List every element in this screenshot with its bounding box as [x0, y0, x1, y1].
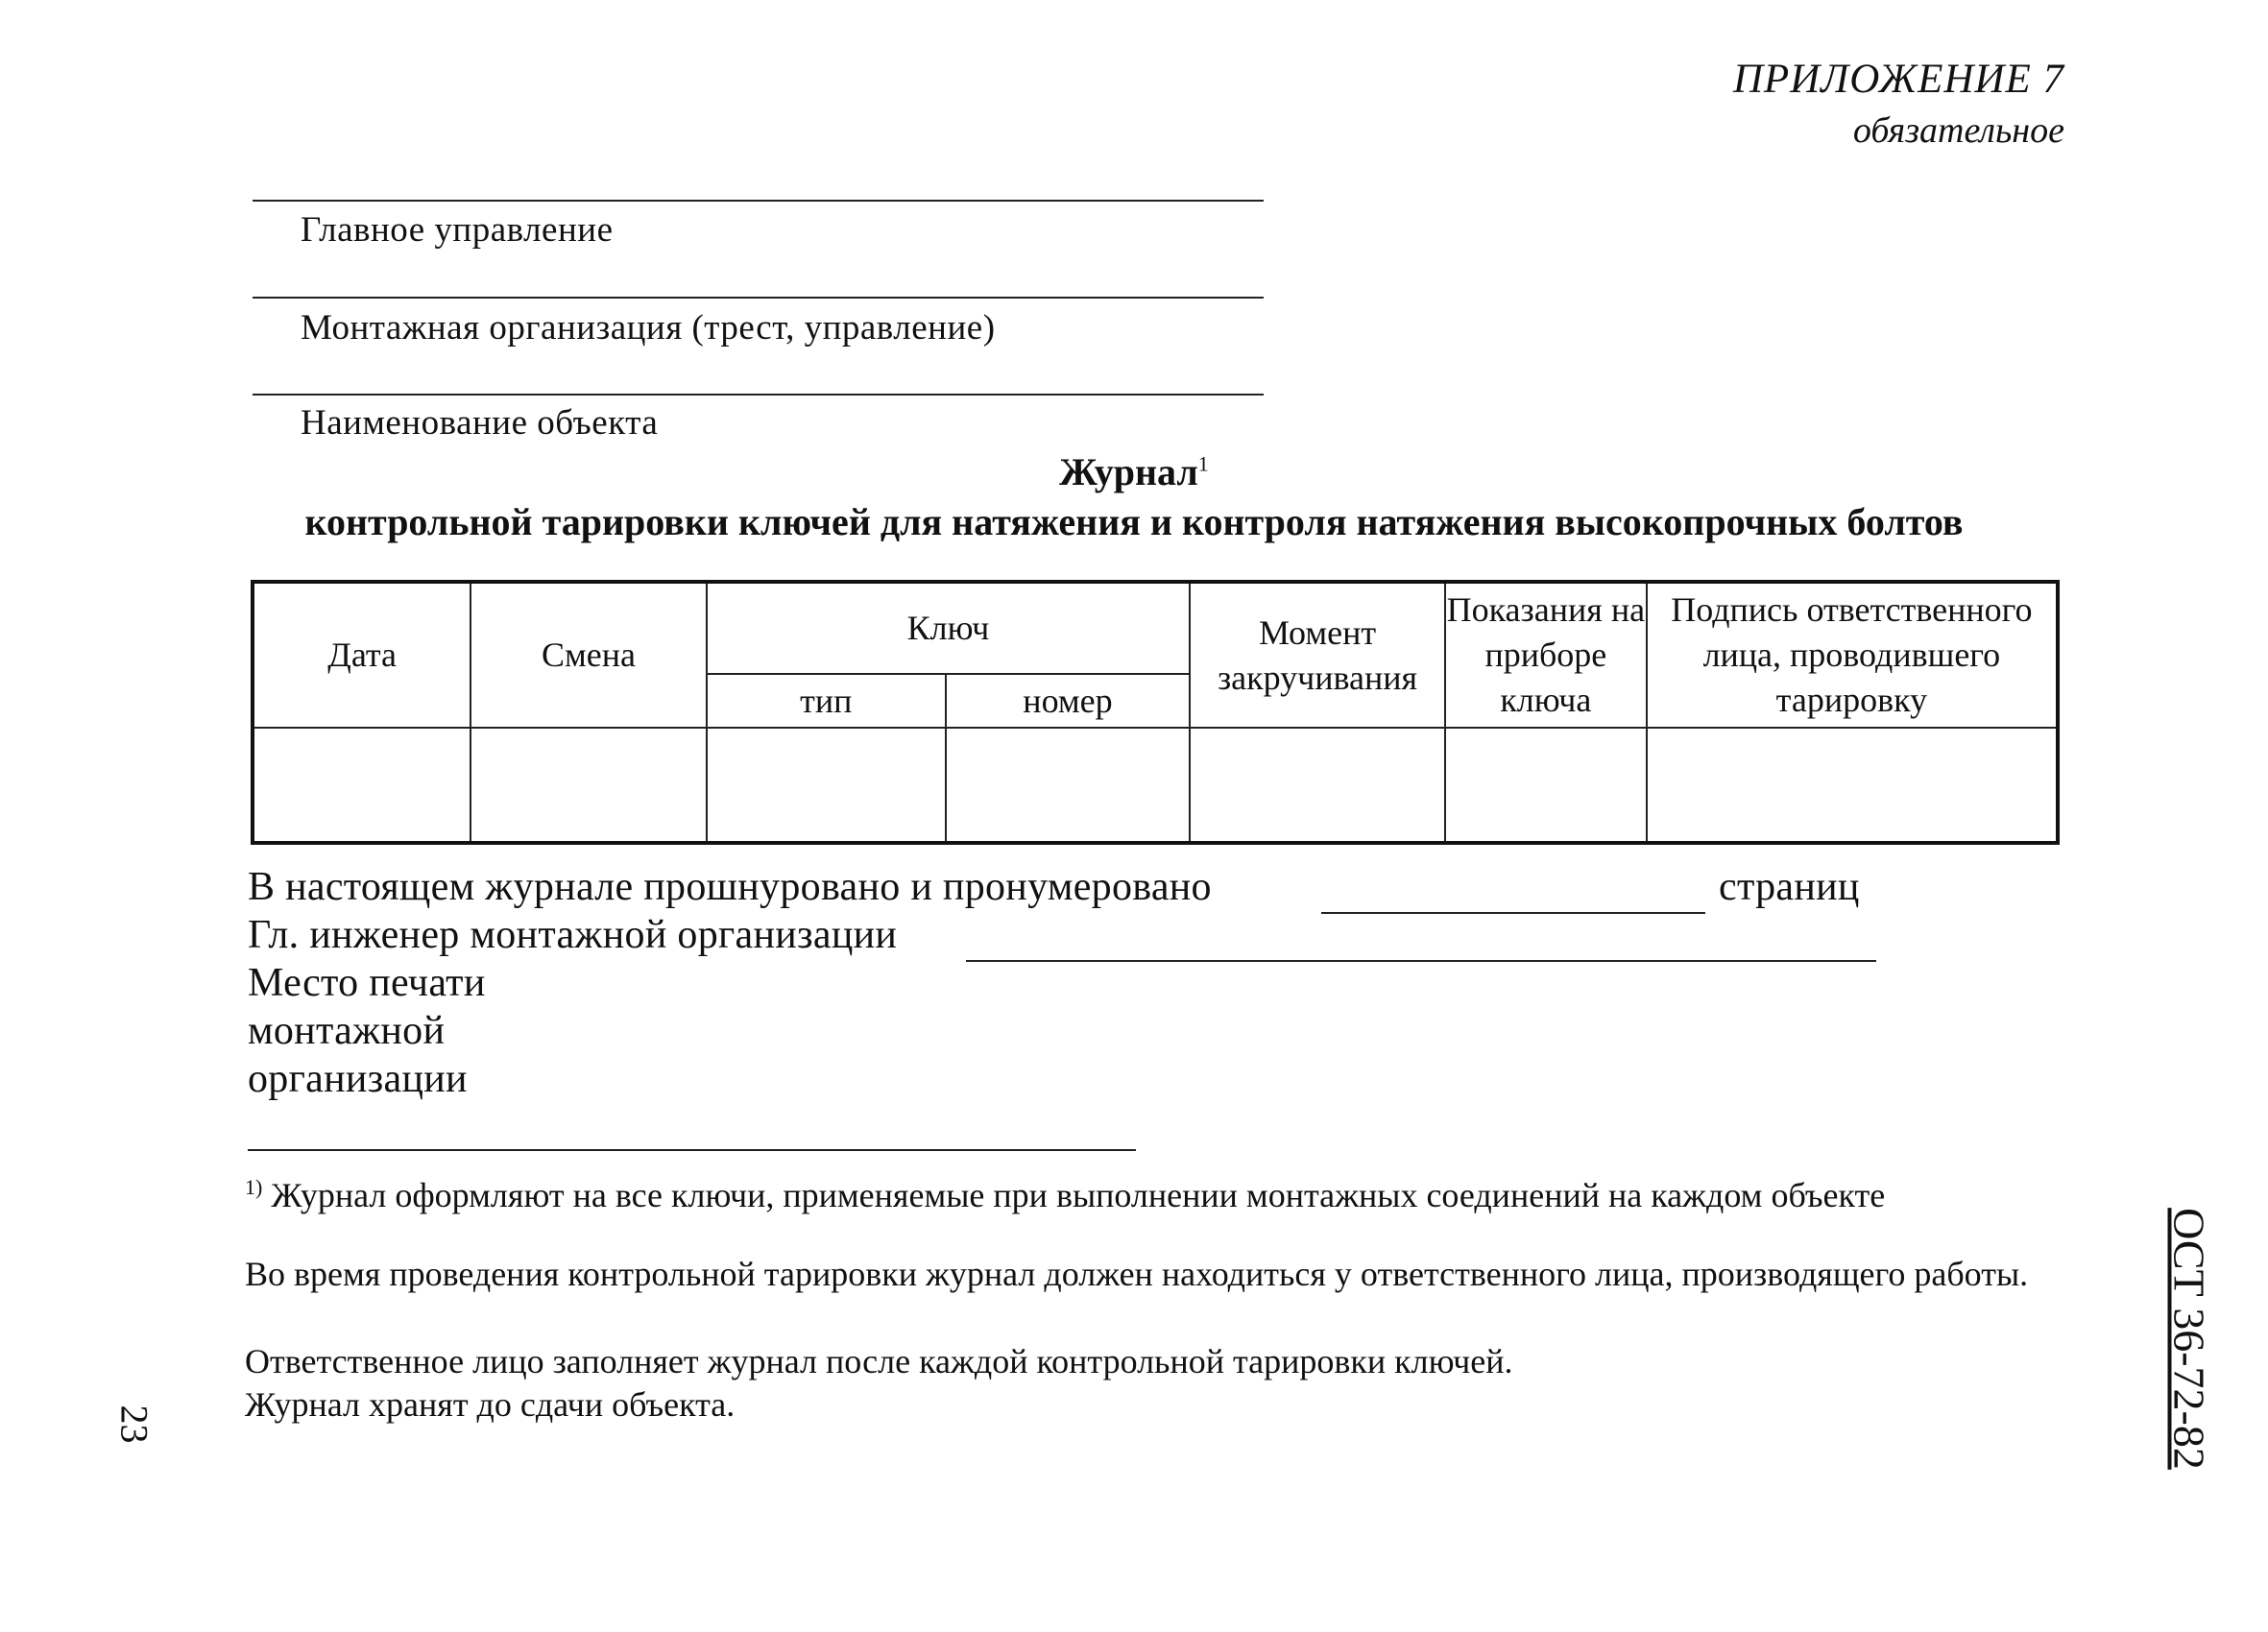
certification-pages-text: В настоящем журнале прошнуровано и пронумеровано [248, 865, 1212, 909]
pages-count-line[interactable] [1321, 912, 1705, 914]
cell-key-type[interactable] [707, 728, 946, 843]
table-header-row [253, 582, 2058, 674]
cell-date[interactable] [253, 728, 470, 843]
journal-title-footnote-mark: 1 [1197, 451, 1209, 476]
cell-signature[interactable] [1647, 728, 2058, 843]
header-signature: Подпись ответственного лица, проводившего тарировку [1647, 582, 2058, 728]
certification-pages-suffix: страниц [1719, 865, 1860, 909]
field-label-installation-org: Монтажная организация (трест, управление) [301, 308, 996, 348]
stamp-place-line-2: монтажной [248, 1009, 446, 1053]
cell-readings[interactable] [1445, 728, 1647, 843]
footnote-1-text: Журнал оформляют на все ключи, применяемые при выполнении монтажных соединений на каждом объекте [271, 1176, 1886, 1214]
journal-title-text: Журнал [1059, 450, 1198, 493]
footnote-2: Во время проведения контрольной тарировки журнал должен находиться у ответственного лица, производящего работы. [245, 1255, 2029, 1293]
header-date: Дата [253, 582, 470, 728]
footnote-divider [248, 1149, 1136, 1151]
calibration-journal-table [251, 580, 2060, 845]
field-label-object-name: Наименование объекта [301, 403, 659, 443]
footnote-1 [245, 1165, 2060, 1217]
appendix-title: ПРИЛОЖЕНИЕ 7 [1732, 57, 2064, 102]
chief-engineer-signature-line[interactable] [966, 960, 1876, 962]
cell-torque[interactable] [1190, 728, 1445, 843]
standard-code: ОСТ 36-72-82 [2164, 1208, 2214, 1470]
stamp-place-line-3: организации [248, 1057, 468, 1101]
cell-key-number[interactable] [946, 728, 1190, 843]
header-key-type: тип [707, 674, 946, 728]
page-number: 23 [112, 1404, 157, 1444]
cell-shift[interactable] [470, 728, 706, 843]
journal-subtitle: контрольной тарировки ключей для натяжения и контроля натяжения высокопрочных болтов [304, 500, 1964, 543]
footnote-3: Ответственное лицо заполняет журнал после каждой контрольной тарировки ключей. [245, 1342, 1513, 1380]
field-line-object-name[interactable] [253, 394, 1264, 396]
header-shift: Смена [470, 582, 706, 728]
appendix-status: обязательное [1852, 110, 2064, 151]
field-label-main-directorate: Главное управление [301, 210, 614, 250]
field-line-main-directorate[interactable] [253, 200, 1264, 202]
table-row [253, 728, 2058, 843]
field-line-installation-org[interactable] [253, 297, 1264, 299]
header-key: Ключ [707, 582, 1190, 674]
header-key-number: номер [946, 674, 1190, 728]
chief-engineer-label: Гл. инженер монтажной организации [248, 913, 898, 957]
journal-title [0, 449, 2268, 494]
header-readings: Показания на приборе ключа [1445, 582, 1647, 728]
footnote-mark: 1) [245, 1175, 263, 1199]
stamp-place-line-1: Место печати [248, 961, 486, 1005]
header-torque: Момент закручивания [1190, 582, 1445, 728]
footnote-4: Журнал хранят до сдачи объекта. [245, 1385, 736, 1424]
